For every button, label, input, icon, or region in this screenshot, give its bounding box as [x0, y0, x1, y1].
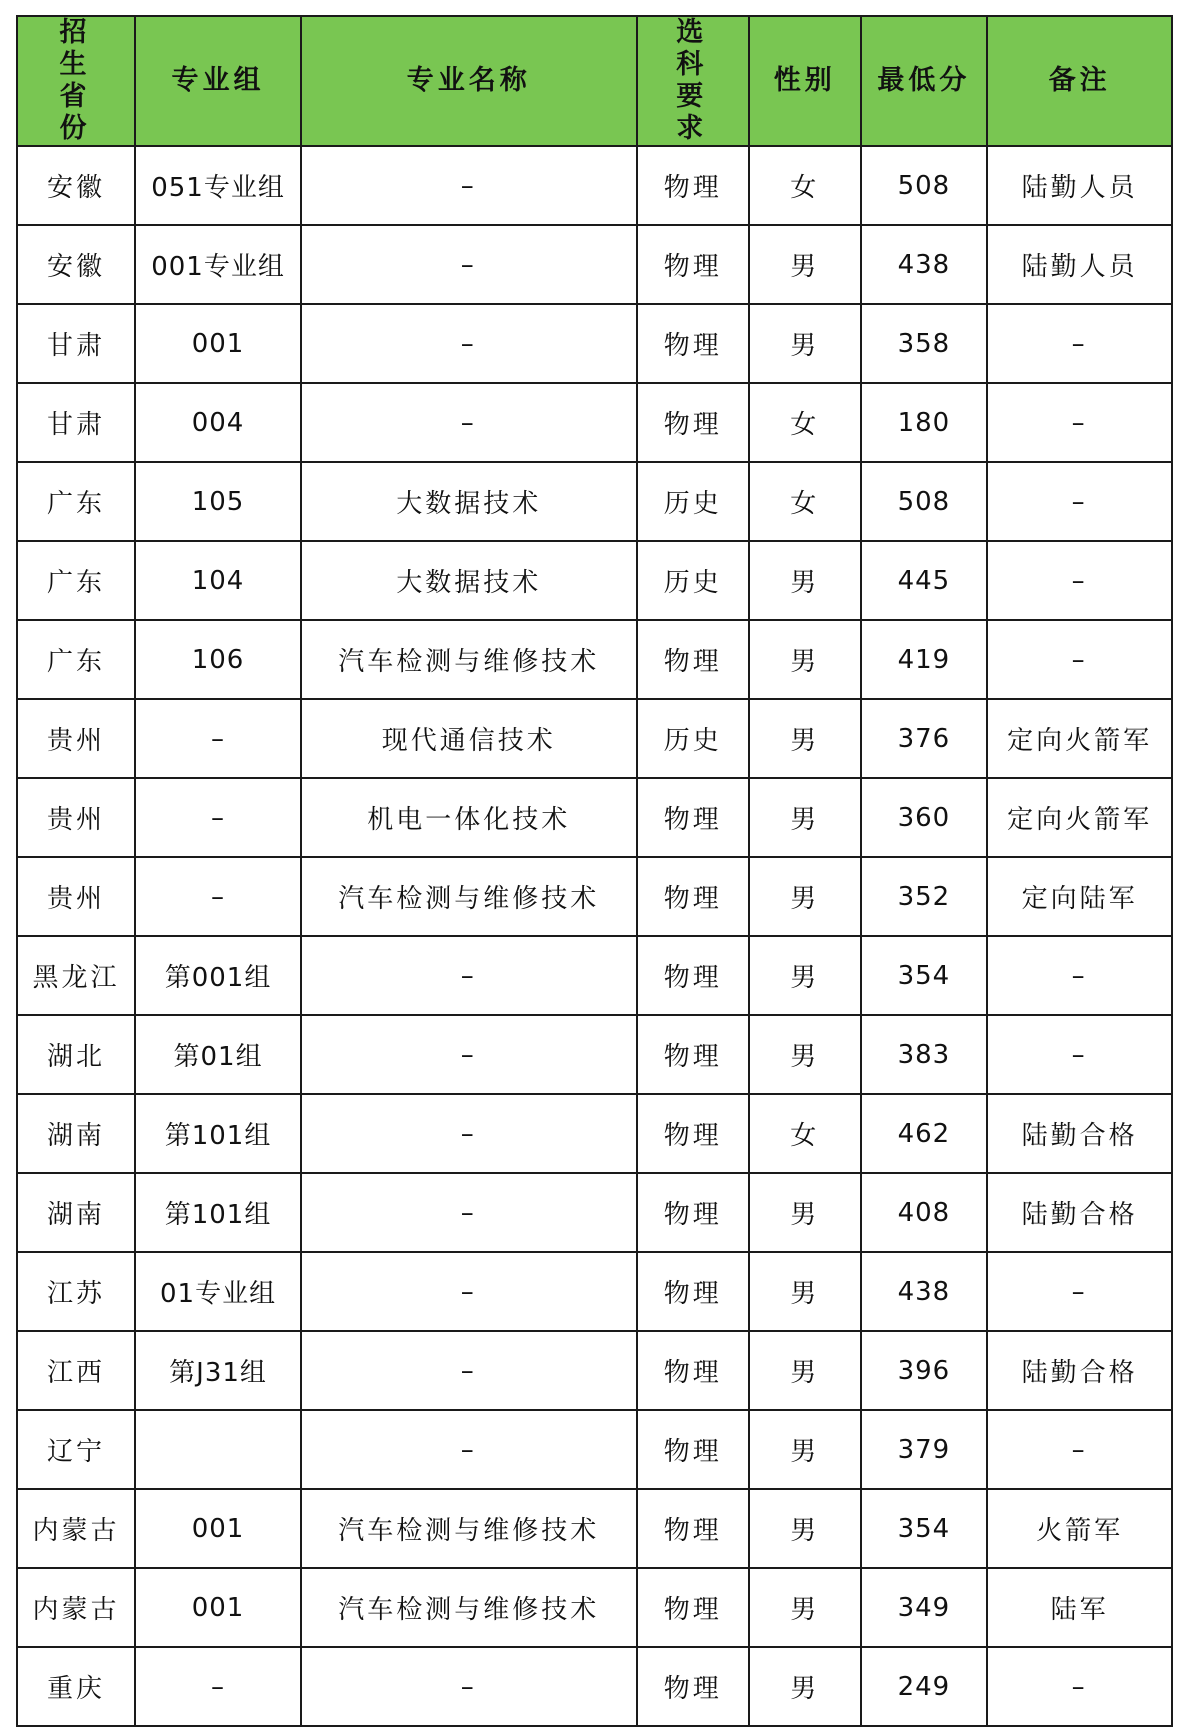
cell-gender: 女	[749, 146, 860, 225]
cell-gender: 男	[749, 1252, 860, 1331]
cell-remarks: –	[987, 383, 1172, 462]
cell-min-score: 508	[861, 146, 988, 225]
cell-major-group: 004	[135, 383, 301, 462]
table-row	[17, 1489, 1172, 1568]
cell-major-name: 机电一体化技术	[301, 778, 636, 857]
table-row	[17, 1173, 1172, 1252]
cell-gender: 男	[749, 1489, 860, 1568]
cell-province: 内蒙古	[17, 1489, 135, 1568]
cell-min-score: 445	[861, 541, 988, 620]
cell-major-name: –	[301, 1647, 636, 1726]
cell-major-name: –	[301, 1331, 636, 1410]
cell-province: 安徽	[17, 146, 135, 225]
cell-major-group: –	[135, 1647, 301, 1726]
cell-subject: 物理	[637, 1647, 750, 1726]
cell-province: 湖南	[17, 1094, 135, 1173]
cell-province: 江苏	[17, 1252, 135, 1331]
table-row	[17, 857, 1172, 936]
table-row	[17, 146, 1172, 225]
cell-major-group: 001专业组	[135, 225, 301, 304]
cell-remarks: 定向火箭军	[987, 699, 1172, 778]
cell-gender: 男	[749, 936, 860, 1015]
cell-major-name: 汽车检测与维修技术	[301, 1568, 636, 1647]
cell-province: 黑龙江	[17, 936, 135, 1015]
cell-min-score: 379	[861, 1410, 988, 1489]
cell-gender: 女	[749, 462, 860, 541]
cell-min-score: 508	[861, 462, 988, 541]
header-subject-requirement: 选科要求	[637, 16, 750, 146]
cell-province: 广东	[17, 462, 135, 541]
cell-province: 安徽	[17, 225, 135, 304]
cell-gender: 男	[749, 778, 860, 857]
cell-major-name: –	[301, 1015, 636, 1094]
cell-remarks: 陆勤人员	[987, 146, 1172, 225]
table-row	[17, 1094, 1172, 1173]
table-row	[17, 936, 1172, 1015]
table-row	[17, 1331, 1172, 1410]
cell-subject: 物理	[637, 778, 750, 857]
cell-gender: 男	[749, 1647, 860, 1726]
cell-subject: 物理	[637, 383, 750, 462]
cell-min-score: 349	[861, 1568, 988, 1647]
cell-province: 广东	[17, 541, 135, 620]
cell-major-group: –	[135, 699, 301, 778]
cell-major-name: –	[301, 383, 636, 462]
cell-gender: 女	[749, 1094, 860, 1173]
header-major-group: 专业组	[135, 16, 301, 146]
cell-remarks: 火箭军	[987, 1489, 1172, 1568]
cell-province: 江西	[17, 1331, 135, 1410]
table-row	[17, 1647, 1172, 1726]
cell-remarks: 陆勤合格	[987, 1331, 1172, 1410]
table-row	[17, 778, 1172, 857]
cell-subject: 历史	[637, 541, 750, 620]
cell-major-name: –	[301, 1094, 636, 1173]
cell-province: 甘肃	[17, 304, 135, 383]
cell-province: 湖北	[17, 1015, 135, 1094]
header-row	[17, 16, 1172, 146]
cell-gender: 男	[749, 1331, 860, 1410]
cell-subject: 物理	[637, 1410, 750, 1489]
cell-subject: 物理	[637, 225, 750, 304]
cell-subject: 物理	[637, 1489, 750, 1568]
cell-min-score: 438	[861, 225, 988, 304]
cell-major-name: –	[301, 1410, 636, 1489]
table-row	[17, 1252, 1172, 1331]
header-province: 招生省份	[17, 16, 135, 146]
header-min-score: 最低分	[861, 16, 988, 146]
cell-major-name: –	[301, 225, 636, 304]
cell-major-group: 105	[135, 462, 301, 541]
cell-gender: 男	[749, 304, 860, 383]
cell-major-name: 现代通信技术	[301, 699, 636, 778]
cell-major-name: 大数据技术	[301, 541, 636, 620]
cell-major-group: –	[135, 857, 301, 936]
cell-min-score: 360	[861, 778, 988, 857]
cell-subject: 物理	[637, 620, 750, 699]
cell-major-name: –	[301, 146, 636, 225]
cell-gender: 女	[749, 383, 860, 462]
table-row	[17, 1410, 1172, 1489]
cell-major-group: 104	[135, 541, 301, 620]
cell-subject: 历史	[637, 462, 750, 541]
cell-major-name: 汽车检测与维修技术	[301, 1489, 636, 1568]
cell-major-name: –	[301, 1173, 636, 1252]
cell-gender: 男	[749, 857, 860, 936]
cell-min-score: 408	[861, 1173, 988, 1252]
cell-subject: 物理	[637, 857, 750, 936]
cell-province: 辽宁	[17, 1410, 135, 1489]
cell-gender: 男	[749, 225, 860, 304]
cell-major-name: –	[301, 1252, 636, 1331]
table-row	[17, 225, 1172, 304]
cell-subject: 物理	[637, 1094, 750, 1173]
cell-major-name: –	[301, 936, 636, 1015]
cell-major-group: 第001组	[135, 936, 301, 1015]
cell-major-group: 001	[135, 1489, 301, 1568]
cell-remarks: 陆勤合格	[987, 1094, 1172, 1173]
cell-major-name: 大数据技术	[301, 462, 636, 541]
cell-gender: 男	[749, 1173, 860, 1252]
cell-major-group: 第101组	[135, 1173, 301, 1252]
cell-subject: 物理	[637, 936, 750, 1015]
cell-remarks: –	[987, 1252, 1172, 1331]
cell-gender: 男	[749, 1015, 860, 1094]
cell-remarks: –	[987, 462, 1172, 541]
cell-remarks: –	[987, 620, 1172, 699]
table-row	[17, 1568, 1172, 1647]
cell-remarks: 陆勤人员	[987, 225, 1172, 304]
cell-gender: 男	[749, 541, 860, 620]
cell-subject: 物理	[637, 1568, 750, 1647]
cell-remarks: 定向陆军	[987, 857, 1172, 936]
admissions-table	[16, 15, 1173, 1727]
cell-remarks: –	[987, 1015, 1172, 1094]
cell-remarks: 陆勤合格	[987, 1173, 1172, 1252]
cell-province: 贵州	[17, 857, 135, 936]
cell-subject: 物理	[637, 1252, 750, 1331]
cell-province: 湖南	[17, 1173, 135, 1252]
cell-major-group: –	[135, 778, 301, 857]
cell-province: 贵州	[17, 699, 135, 778]
cell-min-score: 376	[861, 699, 988, 778]
table-row	[17, 620, 1172, 699]
table-header	[17, 16, 1172, 146]
cell-major-group: 001	[135, 304, 301, 383]
cell-min-score: 249	[861, 1647, 988, 1726]
cell-major-group: 第101组	[135, 1094, 301, 1173]
cell-subject: 历史	[637, 699, 750, 778]
cell-remarks: –	[987, 304, 1172, 383]
cell-min-score: 462	[861, 1094, 988, 1173]
header-major-name: 专业名称	[301, 16, 636, 146]
header-remarks: 备注	[987, 16, 1172, 146]
header-gender: 性别	[749, 16, 860, 146]
cell-major-group: 001	[135, 1568, 301, 1647]
cell-remarks: –	[987, 1410, 1172, 1489]
cell-min-score: 438	[861, 1252, 988, 1331]
cell-major-group	[135, 1410, 301, 1489]
cell-min-score: 383	[861, 1015, 988, 1094]
cell-remarks: –	[987, 1647, 1172, 1726]
cell-subject: 物理	[637, 146, 750, 225]
cell-province: 广东	[17, 620, 135, 699]
table-row	[17, 304, 1172, 383]
cell-major-group: 第J31组	[135, 1331, 301, 1410]
cell-province: 甘肃	[17, 383, 135, 462]
cell-major-group: 01专业组	[135, 1252, 301, 1331]
cell-subject: 物理	[637, 304, 750, 383]
cell-remarks: 定向火箭军	[987, 778, 1172, 857]
cell-remarks: –	[987, 541, 1172, 620]
cell-subject: 物理	[637, 1331, 750, 1410]
cell-province: 重庆	[17, 1647, 135, 1726]
cell-min-score: 358	[861, 304, 988, 383]
cell-min-score: 354	[861, 1489, 988, 1568]
cell-min-score: 180	[861, 383, 988, 462]
cell-major-group: 051专业组	[135, 146, 301, 225]
cell-gender: 男	[749, 620, 860, 699]
cell-major-group: 106	[135, 620, 301, 699]
cell-major-name: –	[301, 304, 636, 383]
table-row	[17, 383, 1172, 462]
cell-province: 贵州	[17, 778, 135, 857]
table-row	[17, 1015, 1172, 1094]
cell-remarks: 陆军	[987, 1568, 1172, 1647]
cell-min-score: 352	[861, 857, 988, 936]
cell-gender: 男	[749, 1568, 860, 1647]
cell-major-name: 汽车检测与维修技术	[301, 857, 636, 936]
cell-major-group: 第01组	[135, 1015, 301, 1094]
cell-province: 内蒙古	[17, 1568, 135, 1647]
cell-remarks: –	[987, 936, 1172, 1015]
cell-gender: 男	[749, 699, 860, 778]
table-row	[17, 462, 1172, 541]
cell-subject: 物理	[637, 1015, 750, 1094]
table-row	[17, 699, 1172, 778]
table-body	[17, 146, 1172, 1726]
cell-min-score: 396	[861, 1331, 988, 1410]
cell-min-score: 354	[861, 936, 988, 1015]
cell-min-score: 419	[861, 620, 988, 699]
table-row	[17, 541, 1172, 620]
cell-gender: 男	[749, 1410, 860, 1489]
cell-subject: 物理	[637, 1173, 750, 1252]
cell-major-name: 汽车检测与维修技术	[301, 620, 636, 699]
